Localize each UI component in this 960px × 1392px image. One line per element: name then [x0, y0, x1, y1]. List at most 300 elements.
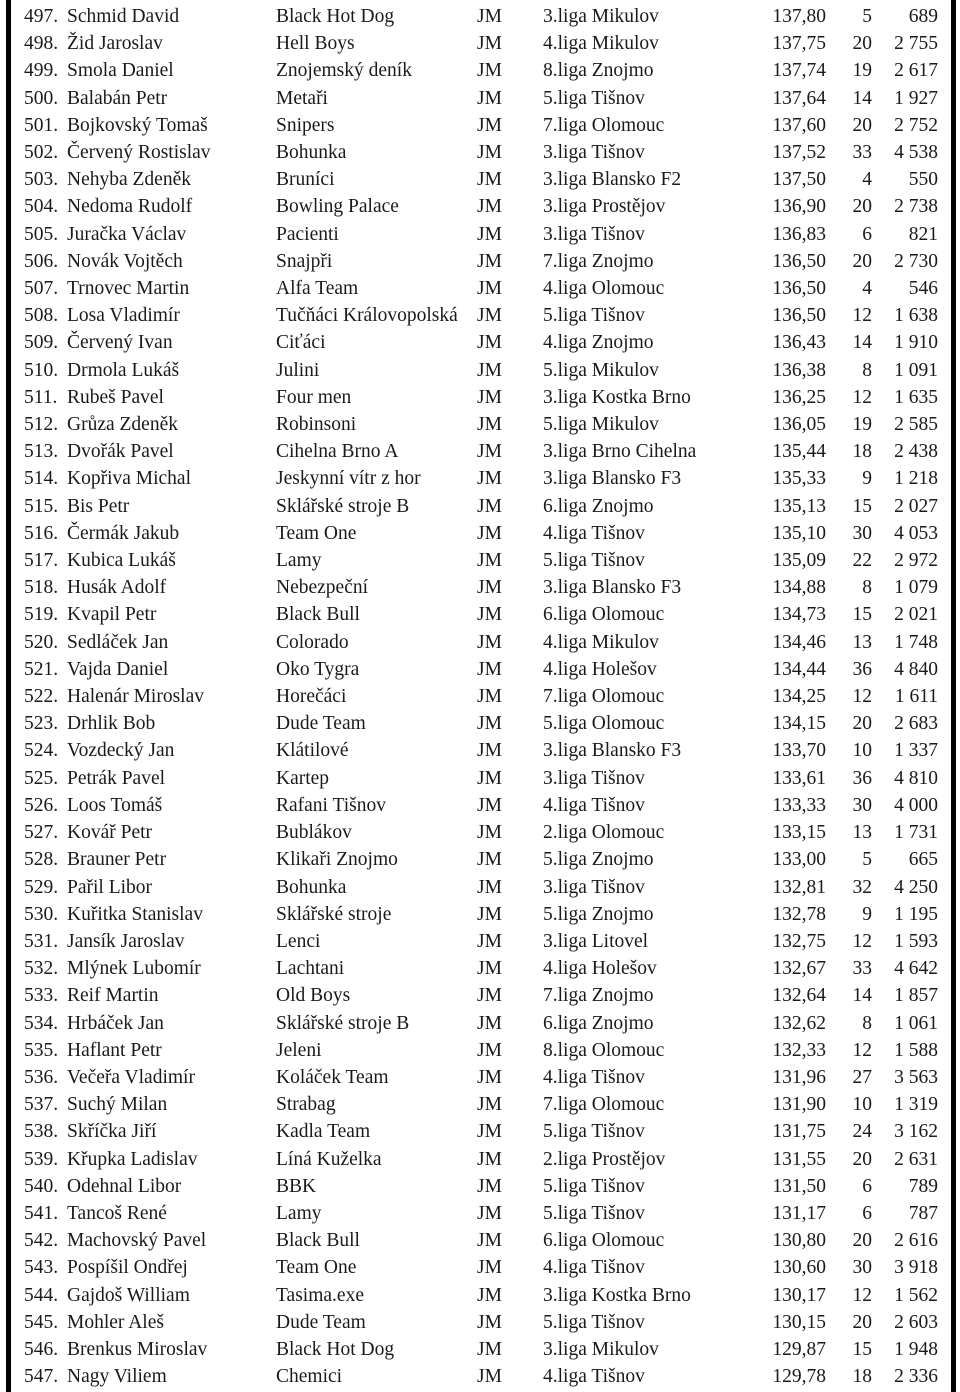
league-cell: 4.liga Tišnov [543, 522, 645, 544]
category-cell: JM [477, 1012, 502, 1034]
rank-cell: 536. [24, 1066, 59, 1088]
rank-cell: 510. [24, 359, 59, 381]
player-name-cell: Dvořák Pavel [67, 441, 174, 463]
league-cell: 4.liga Tišnov [543, 1066, 645, 1088]
team-name-cell: Lachtani [276, 958, 345, 980]
total-pins-cell: 2 755 [894, 33, 938, 55]
category-cell: JM [477, 903, 502, 925]
rank-cell: 500. [24, 87, 59, 109]
team-name-cell: Kadla Team [276, 1121, 371, 1143]
total-pins-cell: 2 738 [894, 196, 938, 218]
rank-cell: 515. [24, 495, 59, 517]
category-cell: JM [477, 142, 502, 164]
player-name-cell: Nehyba Zdeněk [67, 169, 191, 191]
team-name-cell: Black Bull [276, 1230, 360, 1252]
games-count-cell: 13 [852, 631, 872, 653]
table-row [0, 656, 960, 683]
player-name-cell: Reif Martin [67, 985, 159, 1007]
games-count-cell: 30 [852, 794, 872, 816]
rank-cell: 543. [24, 1257, 59, 1279]
table-row [0, 357, 960, 384]
total-pins-cell: 1 611 [894, 686, 938, 708]
average-cell: 135,33 [772, 468, 826, 490]
team-name-cell: Bruníci [276, 169, 335, 191]
total-pins-cell: 1 731 [894, 822, 938, 844]
player-name-cell: Rubeš Pavel [67, 386, 164, 408]
team-name-cell: Strabag [276, 1094, 336, 1116]
category-cell: JM [477, 1338, 502, 1360]
rank-cell: 525. [24, 767, 59, 789]
games-count-cell: 6 [862, 1175, 872, 1197]
table-row [0, 465, 960, 492]
average-cell: 132,75 [772, 930, 826, 952]
average-cell: 134,15 [772, 713, 826, 735]
player-name-cell: Mlýnek Lubomír [67, 958, 201, 980]
rank-cell: 523. [24, 713, 59, 735]
league-cell: 3.liga Kostka Brno [543, 1284, 691, 1306]
average-cell: 133,00 [772, 849, 826, 871]
games-count-cell: 15 [852, 1338, 872, 1360]
total-pins-cell: 2 027 [894, 495, 938, 517]
league-cell: 6.liga Olomouc [543, 1230, 665, 1252]
player-name-cell: Grůza Zdeněk [67, 414, 178, 436]
team-name-cell: Rafani Tišnov [276, 794, 386, 816]
player-name-cell: Kubica Lukáš [67, 550, 176, 572]
category-cell: JM [477, 495, 502, 517]
category-cell: JM [477, 1039, 502, 1061]
table-row [0, 846, 960, 873]
total-pins-cell: 1 588 [894, 1039, 938, 1061]
games-count-cell: 12 [852, 305, 872, 327]
total-pins-cell: 3 918 [894, 1257, 938, 1279]
rank-cell: 508. [24, 305, 59, 327]
category-cell: JM [477, 577, 502, 599]
rank-cell: 539. [24, 1148, 59, 1170]
team-name-cell: Black Hot Dog [276, 1338, 395, 1360]
team-name-cell: Znojemský deník [276, 60, 412, 82]
rank-cell: 533. [24, 985, 59, 1007]
team-name-cell: Horečáci [276, 686, 347, 708]
games-count-cell: 12 [852, 1284, 872, 1306]
player-name-cell: Halenár Miroslav [67, 686, 204, 708]
rank-cell: 507. [24, 278, 59, 300]
average-cell: 132,33 [772, 1039, 826, 1061]
games-count-cell: 12 [852, 686, 872, 708]
table-row [0, 1010, 960, 1037]
player-name-cell: Žid Jaroslav [67, 33, 163, 55]
rank-cell: 524. [24, 740, 59, 762]
player-name-cell: Gajdoš William [67, 1284, 190, 1306]
table-row [0, 1037, 960, 1064]
average-cell: 137,75 [772, 33, 826, 55]
rank-cell: 522. [24, 686, 59, 708]
average-cell: 130,15 [772, 1311, 826, 1333]
rank-cell: 521. [24, 658, 59, 680]
games-count-cell: 10 [852, 1094, 872, 1116]
player-name-cell: Kovář Petr [67, 822, 153, 844]
games-count-cell: 6 [862, 1202, 872, 1224]
category-cell: JM [477, 1121, 502, 1143]
player-name-cell: Schmid David [67, 6, 180, 27]
player-name-cell: Machovský Pavel [67, 1230, 207, 1252]
games-count-cell: 8 [862, 577, 872, 599]
games-count-cell: 18 [852, 1366, 872, 1388]
team-name-cell: Pacienti [276, 223, 339, 245]
rank-cell: 527. [24, 822, 59, 844]
league-cell: 5.liga Olomouc [543, 713, 665, 735]
total-pins-cell: 2 617 [894, 60, 938, 82]
player-name-cell: Večeřa Vladimír [67, 1066, 195, 1088]
games-count-cell: 6 [862, 223, 872, 245]
team-name-cell: Sklářské stroje B [276, 495, 410, 517]
games-count-cell: 24 [852, 1121, 872, 1143]
total-pins-cell: 665 [908, 849, 938, 871]
total-pins-cell: 1 091 [894, 359, 938, 381]
player-name-cell: Loos Tomáš [67, 794, 163, 816]
category-cell: JM [477, 1230, 502, 1252]
average-cell: 137,60 [772, 114, 826, 136]
category-cell: JM [477, 631, 502, 653]
player-name-cell: Vajda Daniel [67, 658, 169, 680]
total-pins-cell: 2 021 [894, 604, 938, 626]
league-cell: 5.liga Tišnov [543, 1202, 645, 1224]
category-cell: JM [477, 386, 502, 408]
total-pins-cell: 2 616 [894, 1230, 938, 1252]
games-count-cell: 12 [852, 1039, 872, 1061]
rank-cell: 514. [24, 468, 59, 490]
table-row [0, 302, 960, 329]
category-cell: JM [477, 849, 502, 871]
rank-cell: 540. [24, 1175, 59, 1197]
team-name-cell: Bublákov [276, 822, 352, 844]
games-count-cell: 19 [852, 60, 872, 82]
team-name-cell: Ciťáci [276, 332, 326, 354]
table-row [0, 193, 960, 220]
total-pins-cell: 3 563 [894, 1066, 938, 1088]
league-cell: 8.liga Znojmo [543, 60, 654, 82]
rank-cell: 520. [24, 631, 59, 653]
league-cell: 5.liga Znojmo [543, 849, 654, 871]
games-count-cell: 14 [852, 985, 872, 1007]
average-cell: 133,61 [772, 767, 826, 789]
table-row [0, 112, 960, 139]
average-cell: 129,78 [772, 1366, 826, 1388]
total-pins-cell: 689 [908, 6, 938, 27]
table-row [0, 1091, 960, 1118]
player-name-cell: Suchý Milan [67, 1094, 168, 1116]
player-name-cell: Brauner Petr [67, 849, 167, 871]
team-name-cell: Tasima.exe [276, 1284, 364, 1306]
table-row [0, 139, 960, 166]
team-name-cell: Dude Team [276, 713, 366, 735]
team-name-cell: Sklářské stroje [276, 903, 392, 925]
table-row [0, 1227, 960, 1254]
average-cell: 137,80 [772, 6, 826, 27]
league-cell: 5.liga Tišnov [543, 305, 645, 327]
games-count-cell: 14 [852, 332, 872, 354]
category-cell: JM [477, 305, 502, 327]
games-count-cell: 9 [862, 468, 872, 490]
total-pins-cell: 1 593 [894, 930, 938, 952]
league-cell: 3.liga Kostka Brno [543, 386, 691, 408]
average-cell: 134,46 [772, 631, 826, 653]
average-cell: 134,25 [772, 686, 826, 708]
league-cell: 3.liga Tišnov [543, 223, 645, 245]
games-count-cell: 36 [852, 767, 872, 789]
team-name-cell: Alfa Team [276, 278, 359, 300]
category-cell: JM [477, 196, 502, 218]
average-cell: 136,25 [772, 386, 826, 408]
player-name-cell: Brenkus Miroslav [67, 1338, 208, 1360]
average-cell: 136,38 [772, 359, 826, 381]
table-row [0, 792, 960, 819]
rank-cell: 538. [24, 1121, 59, 1143]
league-cell: 3.liga Mikulov [543, 1338, 659, 1360]
team-name-cell: Team One [276, 1257, 357, 1279]
league-cell: 6.liga Znojmo [543, 495, 654, 517]
category-cell: JM [477, 550, 502, 572]
table-row [0, 411, 960, 438]
category-cell: JM [477, 332, 502, 354]
team-name-cell: Lamy [276, 1202, 322, 1224]
rank-cell: 528. [24, 849, 59, 871]
team-name-cell: Oko Tygra [276, 658, 360, 680]
rank-cell: 498. [24, 33, 59, 55]
total-pins-cell: 550 [908, 169, 938, 191]
team-name-cell: Black Bull [276, 604, 360, 626]
player-name-cell: Čermák Jakub [67, 522, 180, 544]
table-row [0, 982, 960, 1009]
average-cell: 130,17 [772, 1284, 826, 1306]
team-name-cell: Robinsoni [276, 414, 357, 436]
player-name-cell: Husák Adolf [67, 577, 167, 599]
total-pins-cell: 2 972 [894, 550, 938, 572]
team-name-cell: Metaři [276, 87, 328, 109]
average-cell: 136,50 [772, 250, 826, 272]
category-cell: JM [477, 686, 502, 708]
player-name-cell: Bis Petr [67, 495, 130, 517]
average-cell: 134,73 [772, 604, 826, 626]
table-row [0, 901, 960, 928]
team-name-cell: Snipers [276, 114, 335, 136]
category-cell: JM [477, 958, 502, 980]
rank-cell: 509. [24, 332, 59, 354]
table-row [0, 1254, 960, 1281]
total-pins-cell: 3 162 [894, 1121, 938, 1143]
table-row [0, 57, 960, 84]
league-cell: 6.liga Olomouc [543, 604, 665, 626]
category-cell: JM [477, 822, 502, 844]
table-row [0, 1064, 960, 1091]
rank-cell: 513. [24, 441, 59, 463]
total-pins-cell: 4 642 [894, 958, 938, 980]
rank-cell: 516. [24, 522, 59, 544]
league-cell: 7.liga Olomouc [543, 1094, 665, 1116]
rank-cell: 506. [24, 250, 59, 272]
player-name-cell: Odehnal Libor [67, 1175, 182, 1197]
player-name-cell: Drhlik Bob [67, 713, 156, 735]
table-row [0, 601, 960, 628]
total-pins-cell: 1 562 [894, 1284, 938, 1306]
games-count-cell: 30 [852, 522, 872, 544]
games-count-cell: 20 [852, 250, 872, 272]
player-name-cell: Nedoma Rudolf [67, 196, 193, 218]
average-cell: 134,88 [772, 577, 826, 599]
average-cell: 133,70 [772, 740, 826, 762]
average-cell: 136,50 [772, 278, 826, 300]
games-count-cell: 13 [852, 822, 872, 844]
average-cell: 137,74 [772, 60, 826, 82]
table-row [0, 1200, 960, 1227]
rank-cell: 542. [24, 1230, 59, 1252]
player-name-cell: Losa Vladimír [67, 305, 180, 327]
league-cell: 4.liga Znojmo [543, 332, 654, 354]
total-pins-cell: 546 [908, 278, 938, 300]
average-cell: 137,50 [772, 169, 826, 191]
average-cell: 132,78 [772, 903, 826, 925]
team-name-cell: Colorado [276, 631, 349, 653]
league-cell: 5.liga Znojmo [543, 903, 654, 925]
games-count-cell: 8 [862, 1012, 872, 1034]
category-cell: JM [477, 1257, 502, 1279]
table-row [0, 1282, 960, 1309]
total-pins-cell: 2 752 [894, 114, 938, 136]
team-name-cell: Klátilové [276, 740, 349, 762]
average-cell: 132,62 [772, 1012, 826, 1034]
total-pins-cell: 1 218 [894, 468, 938, 490]
team-name-cell: Lenci [276, 930, 321, 952]
category-cell: JM [477, 33, 502, 55]
league-cell: 7.liga Olomouc [543, 686, 665, 708]
team-name-cell: Tučňáci Královopolská [276, 305, 458, 327]
games-count-cell: 18 [852, 441, 872, 463]
league-cell: 5.liga Tišnov [543, 1311, 645, 1333]
average-cell: 131,17 [772, 1202, 826, 1224]
total-pins-cell: 789 [908, 1175, 938, 1197]
category-cell: JM [477, 441, 502, 463]
total-pins-cell: 2 438 [894, 441, 938, 463]
league-cell: 3.liga Blansko F3 [543, 740, 682, 762]
games-count-cell: 33 [852, 958, 872, 980]
team-name-cell: Bohunka [276, 142, 347, 164]
category-cell: JM [477, 985, 502, 1007]
table-row [0, 1173, 960, 1200]
average-cell: 131,50 [772, 1175, 826, 1197]
player-name-cell: Pospíšil Ondřej [67, 1257, 188, 1279]
player-name-cell: Červený Ivan [67, 332, 173, 354]
team-name-cell: Chemici [276, 1366, 343, 1388]
table-row [0, 574, 960, 601]
total-pins-cell: 2 603 [894, 1311, 938, 1333]
games-count-cell: 15 [852, 495, 872, 517]
rank-cell: 517. [24, 550, 59, 572]
table-row [0, 765, 960, 792]
table-row [0, 1146, 960, 1173]
table-row [0, 166, 960, 193]
player-name-cell: Hrbáček Jan [67, 1012, 164, 1034]
table-row [0, 955, 960, 982]
team-name-cell: Klikaři Znojmo [276, 849, 398, 871]
games-count-cell: 20 [852, 114, 872, 136]
player-name-cell: Sedláček Jan [67, 631, 169, 653]
games-count-cell: 30 [852, 1257, 872, 1279]
average-cell: 136,43 [772, 332, 826, 354]
total-pins-cell: 821 [908, 223, 938, 245]
category-cell: JM [477, 1311, 502, 1333]
games-count-cell: 5 [862, 849, 872, 871]
table-row [0, 329, 960, 356]
games-count-cell: 12 [852, 930, 872, 952]
table-row [0, 384, 960, 411]
rank-cell: 505. [24, 223, 59, 245]
category-cell: JM [477, 1148, 502, 1170]
team-name-cell: Kartep [276, 767, 330, 789]
table-row [0, 221, 960, 248]
average-cell: 131,55 [772, 1148, 826, 1170]
table-row [0, 1363, 960, 1390]
table-row [0, 1309, 960, 1336]
league-cell: 3.liga Tišnov [543, 142, 645, 164]
table-row [0, 629, 960, 656]
category-cell: JM [477, 468, 502, 490]
table-row [0, 248, 960, 275]
team-name-cell: Four men [276, 386, 352, 408]
category-cell: JM [477, 278, 502, 300]
table-row [0, 3, 960, 30]
average-cell: 132,67 [772, 958, 826, 980]
table-row [0, 438, 960, 465]
player-name-cell: Tancoš René [67, 1202, 167, 1224]
average-cell: 136,90 [772, 196, 826, 218]
league-cell: 4.liga Mikulov [543, 33, 659, 55]
team-name-cell: Líná Kuželka [276, 1148, 382, 1170]
average-cell: 133,15 [772, 822, 826, 844]
average-cell: 132,81 [772, 876, 826, 898]
table-row [0, 1118, 960, 1145]
category-cell: JM [477, 359, 502, 381]
total-pins-cell: 2 683 [894, 713, 938, 735]
category-cell: JM [477, 1094, 502, 1116]
league-cell: 7.liga Znojmo [543, 985, 654, 1007]
rank-cell: 497. [24, 6, 59, 27]
rank-cell: 530. [24, 903, 59, 925]
games-count-cell: 20 [852, 713, 872, 735]
player-name-cell: Bojkovský Tomaš [67, 114, 208, 136]
rank-cell: 519. [24, 604, 59, 626]
league-cell: 3.liga Prostějov [543, 196, 666, 218]
category-cell: JM [477, 740, 502, 762]
category-cell: JM [477, 169, 502, 191]
rank-cell: 545. [24, 1311, 59, 1333]
category-cell: JM [477, 876, 502, 898]
league-cell: 7.liga Olomouc [543, 114, 665, 136]
table-row [0, 275, 960, 302]
total-pins-cell: 2 336 [894, 1366, 938, 1388]
total-pins-cell: 4 538 [894, 142, 938, 164]
results-table [0, 3, 960, 1390]
games-count-cell: 20 [852, 1230, 872, 1252]
category-cell: JM [477, 60, 502, 82]
average-cell: 133,33 [772, 794, 826, 816]
games-count-cell: 27 [852, 1066, 872, 1088]
games-count-cell: 15 [852, 604, 872, 626]
table-row [0, 928, 960, 955]
total-pins-cell: 1 638 [894, 305, 938, 327]
games-count-cell: 22 [852, 550, 872, 572]
total-pins-cell: 4 250 [894, 876, 938, 898]
league-cell: 2.liga Olomouc [543, 822, 665, 844]
player-name-cell: Petrák Pavel [67, 767, 166, 789]
